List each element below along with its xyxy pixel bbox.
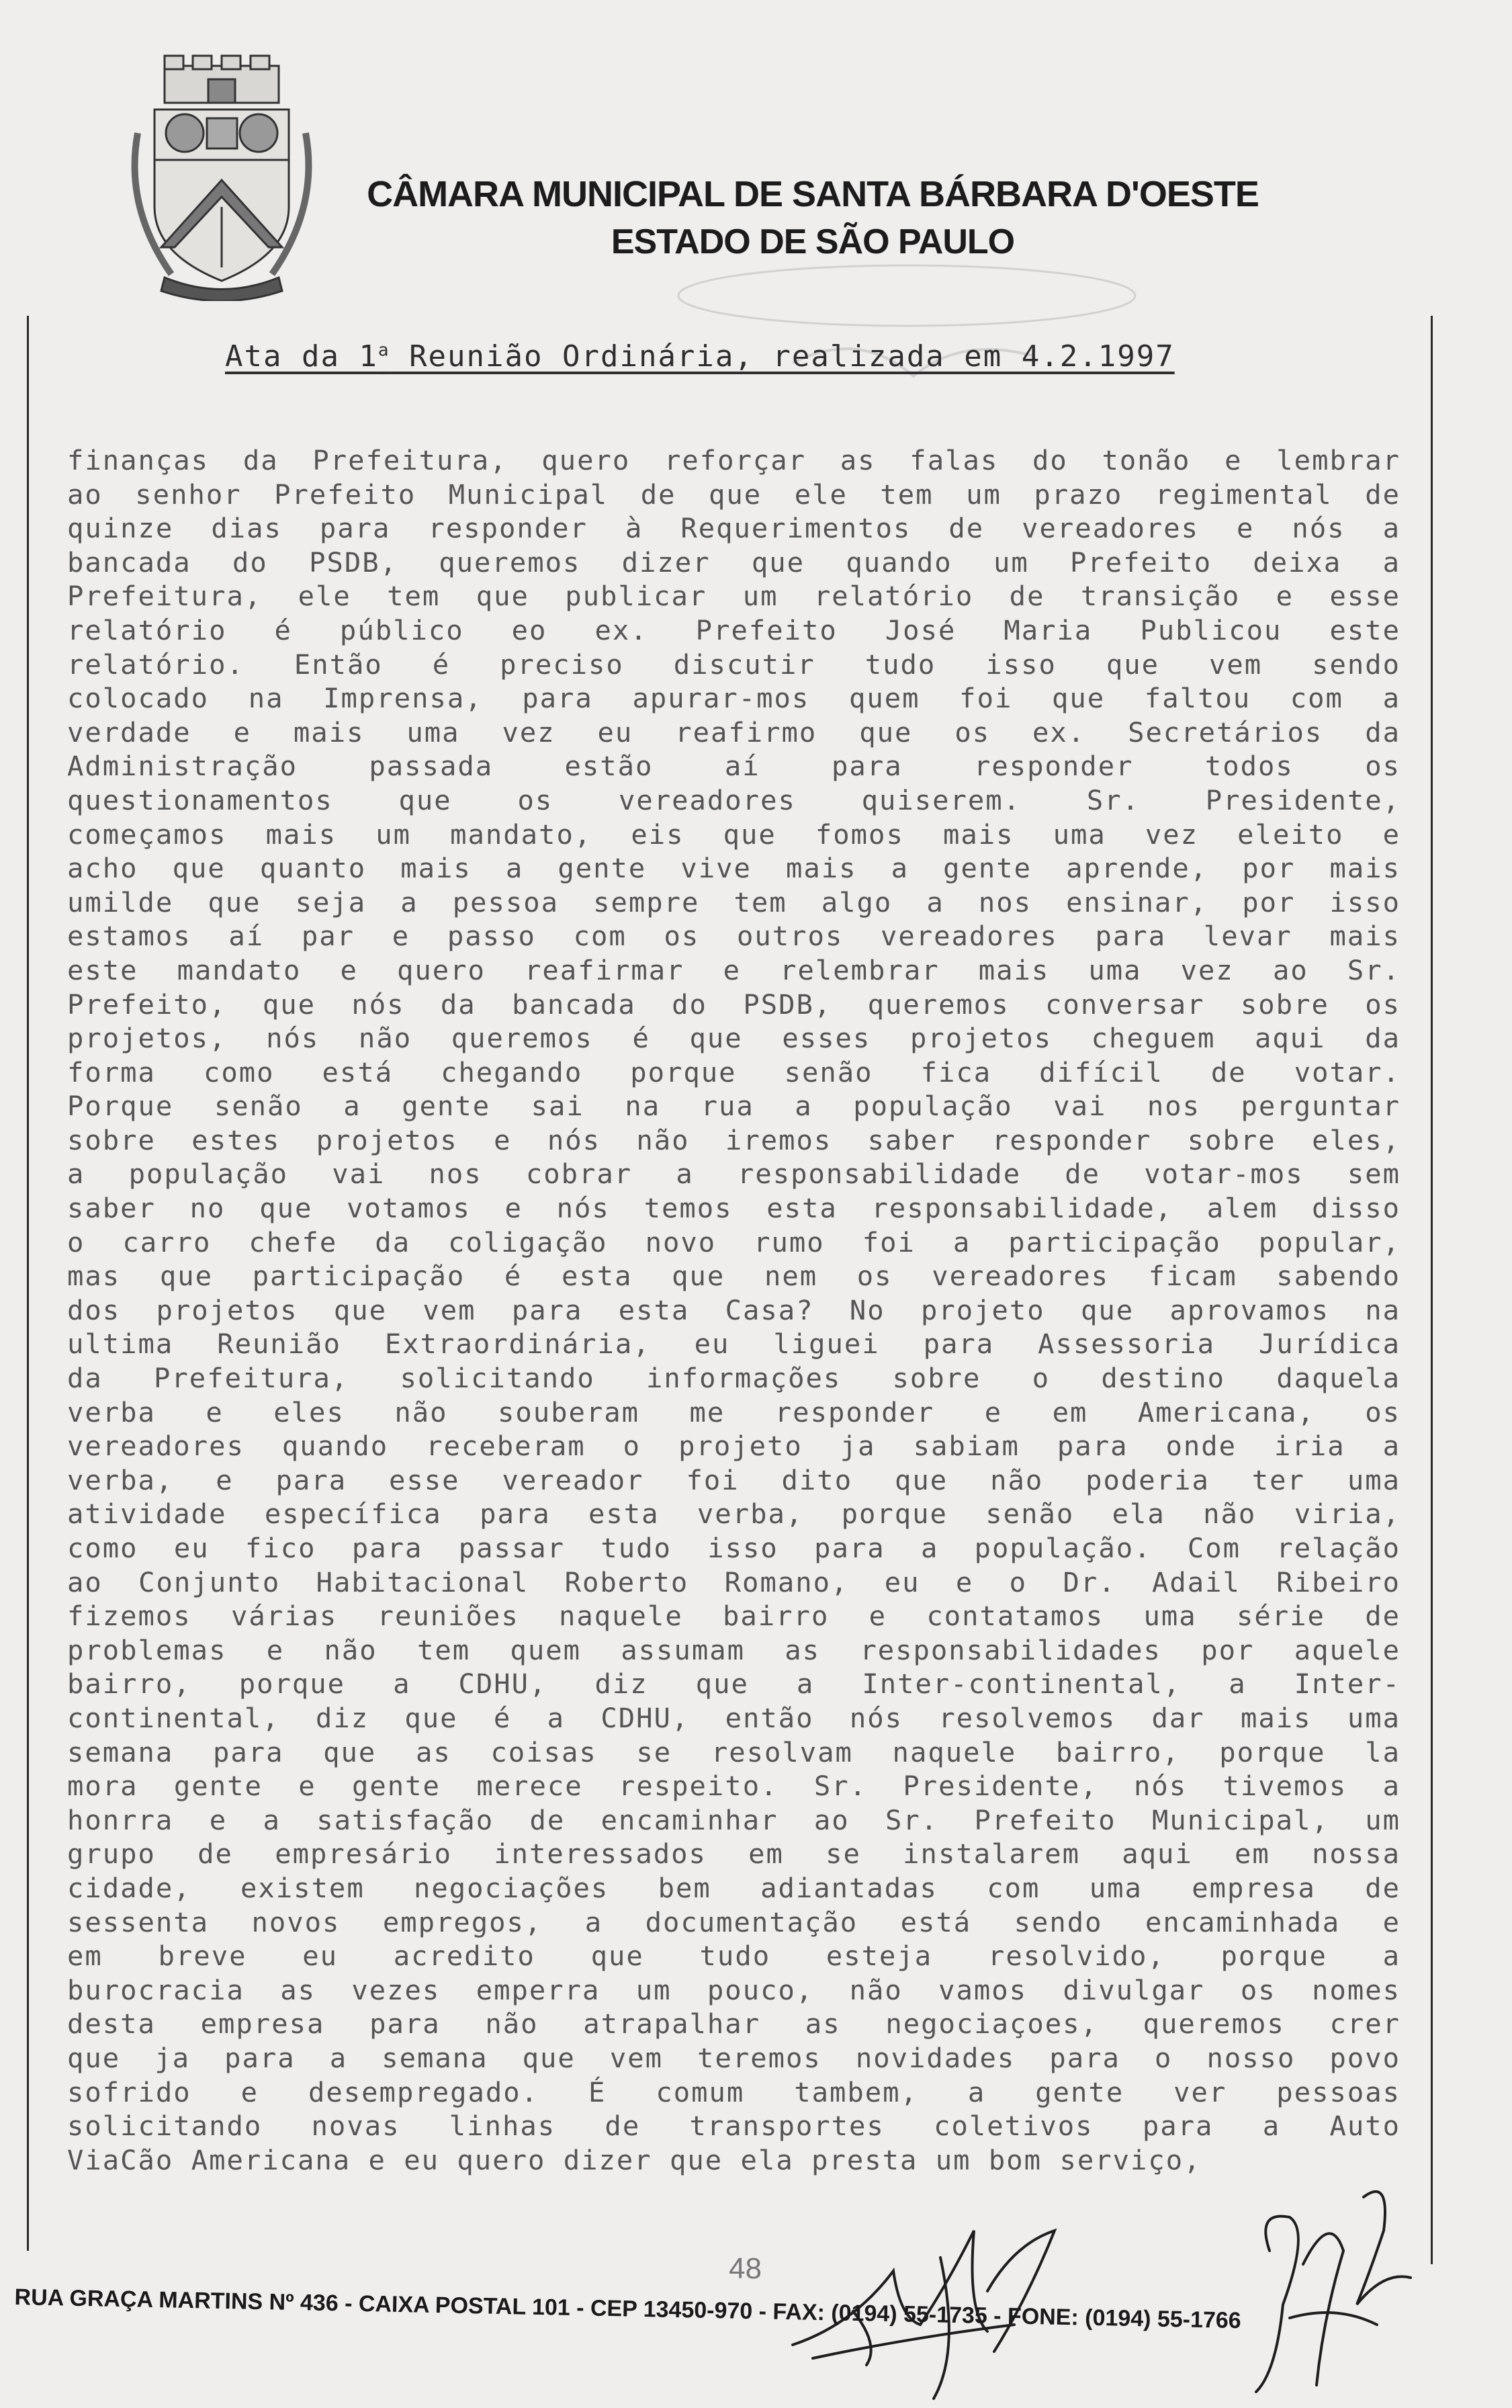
body-line: relatório é público eo ex. Prefeito José Maria Publicou este	[67, 613, 1400, 646]
body-line: honrra e a satisfação de encaminhar ao Sr. Prefeito Municipal, um	[67, 1803, 1400, 1836]
body-line: atividade específica para esta verba, porque senão ela não viria,	[67, 1498, 1400, 1531]
body-line: mas que participação é esta que nem os vereadores ficam sabendo	[67, 1260, 1400, 1293]
body-line: umilde que seja a pessoa sempre tem algo a nos ensinar, por isso	[67, 886, 1400, 918]
body-line: o carro chefe da coligação novo rumo foi a participação popular,	[67, 1226, 1400, 1258]
body-line: solicitando novas linhas de transportes coletivos para a Auto	[67, 2110, 1400, 2143]
body-line: bancada do PSDB, queremos dizer que quando um Prefeito deixa a	[67, 546, 1400, 578]
body-line: problemas e não tem quem assumam as responsabilidades por aquele	[67, 1633, 1400, 1666]
title-ordinal: a	[377, 340, 390, 361]
body-line: a população vai nos cobrar a responsabilidade de votar-mos sem	[67, 1158, 1400, 1191]
body-line: relatório. Então é preciso discutir tudo isso que vem sendo	[67, 648, 1400, 681]
body-line: sobre estes projetos e nós não iremos saber responder sobre eles,	[67, 1123, 1400, 1156]
body-line: fizemos várias reuniões naquele bairro e contatamos uma série de	[67, 1600, 1400, 1633]
body-line: colocado na Imprensa, para apurar-mos quem foi que faltou com a	[67, 682, 1400, 715]
body-line: Prefeitura, ele tem que publicar um relatório de transição e esse	[67, 580, 1400, 613]
body-line: Porque senão a gente sai na rua a população vai nos perguntar	[67, 1090, 1400, 1123]
page-number: 48	[729, 2252, 762, 2285]
state-name: ESTADO DE SÃO PAULO	[611, 222, 1015, 261]
title-prefix: Ata da 1	[225, 339, 378, 374]
body-line: cidade, existem negociações bem adiantadas com uma empresa de	[67, 1871, 1400, 1904]
signature-left	[772, 2190, 1081, 2405]
body-line: Administração passada estão aí para responder todos os	[67, 750, 1400, 783]
body-line: ao senhor Prefeito Municipal de que ele tem um prazo regimental de	[67, 478, 1400, 511]
left-margin-rule	[27, 316, 29, 2251]
body-line: verdade e mais uma vez eu reafirmo que os ex. Secretários da	[67, 716, 1400, 748]
body-line: estamos aí par e passo com os outros vereadores para levar mais	[67, 920, 1400, 953]
minutes-body	[67, 443, 1400, 2177]
body-line: começamos mais um mandato, eis que fomos mais uma vez eleito e	[67, 818, 1400, 851]
body-line: vereadores quando receberam o projeto ja sabiam para onde iria a	[67, 1430, 1400, 1463]
body-line: ultima Reunião Extraordinária, eu liguei para Assessoria Jurídica	[67, 1328, 1400, 1361]
document-title	[225, 339, 1175, 374]
body-line: ViaCão Americana e eu quero dizer que ela presta um bom serviço,	[67, 2143, 1202, 2176]
bleed-through-stamp	[658, 255, 1155, 403]
body-line: continental, diz que é a CDHU, então nós resolvemos dar mais uma	[67, 1701, 1400, 1734]
body-line: saber no que votamos e nós temos esta responsabilidade, alem disso	[67, 1192, 1400, 1225]
body-line: burocracia as vezes emperra um pouco, não vamos divulgar os nomes	[67, 1973, 1400, 2006]
body-line: Prefeito, que nós da bancada do PSDB, queremos conversar sobre os	[67, 988, 1400, 1021]
right-margin-rule	[1431, 316, 1433, 2264]
footer-address: RUA GRAÇA MARTINS Nº 436 - CAIXA POSTAL 101 - CEP 13450-970 - FAX: (0194) 55-1735 - FONE: (0194) 55-1766	[14, 2284, 1242, 2334]
body-line: projetos, nós não queremos é que esses projetos cheguem aqui da	[67, 1022, 1400, 1055]
title-rest: Reunião Ordinária, realizada em 4.2.1997	[390, 339, 1175, 374]
body-line: da Prefeitura, solicitando informações sobre o destino daquela	[67, 1362, 1400, 1395]
body-line: ao Conjunto Habitacional Roberto Romano, eu e o Dr. Adail Ribeiro	[67, 1565, 1400, 1598]
body-line: acho que quanto mais a gente vive mais a gente aprende, por mais	[67, 852, 1400, 885]
institution-name: CÂMARA MUNICIPAL DE SANTA BÁRBARA D'OESTE	[367, 174, 1259, 214]
body-line: sofrido e desempregado. É comum tambem, a gente ver pessoas	[67, 2075, 1400, 2108]
body-line: bairro, porque a CDHU, diz que a Inter-continental, a Inter-	[67, 1668, 1400, 1701]
body-line: semana para que as coisas se resolvam naquele bairro, porque la	[67, 1735, 1400, 1768]
body-line: dos projetos que vem para esta Casa? No projeto que aprovamos na	[67, 1293, 1400, 1326]
coat-of-arms-logo	[111, 52, 332, 301]
body-line: questionamentos que os vereadores quiserem. Sr. Presidente,	[67, 783, 1400, 816]
body-line: como eu fico para passar tudo isso para a população. Com relação	[67, 1532, 1400, 1564]
body-line: que ja para a semana que vem teremos novidades para o nosso povo	[67, 2041, 1400, 2074]
body-line: verba e eles não souberam me responder e em Americana, os	[67, 1395, 1400, 1428]
body-line: em breve eu acredito que tudo esteja resolvido, porque a	[67, 1940, 1400, 1973]
body-line: mora gente e gente merece respeito. Sr. Presidente, nós tivemos a	[67, 1770, 1400, 1803]
body-line: sessenta novos empregos, a documentação está sendo encaminhada e	[67, 1905, 1400, 1938]
body-line: verba, e para esse vereador foi dito que não poderia ter uma	[67, 1463, 1400, 1496]
body-line: este mandato e quero reafirmar e relembrar mais uma vez ao Sr.	[67, 953, 1400, 986]
body-line: desta empresa para não atrapalhar as negociaçoes, queremos crer	[67, 2008, 1400, 2040]
body-line: quinze dias para responder à Requerimentos de vereadores e nós a	[67, 512, 1400, 545]
body-line: forma como está chegando porque senão fica difícil de votar.	[67, 1056, 1400, 1088]
body-line: finanças da Prefeitura, quero reforçar as falas do tonão e lembrar	[67, 444, 1400, 476]
body-line: grupo de empresário interessados em se instalarem aqui em nossa	[67, 1838, 1400, 1870]
signature-right	[1229, 2170, 1444, 2405]
